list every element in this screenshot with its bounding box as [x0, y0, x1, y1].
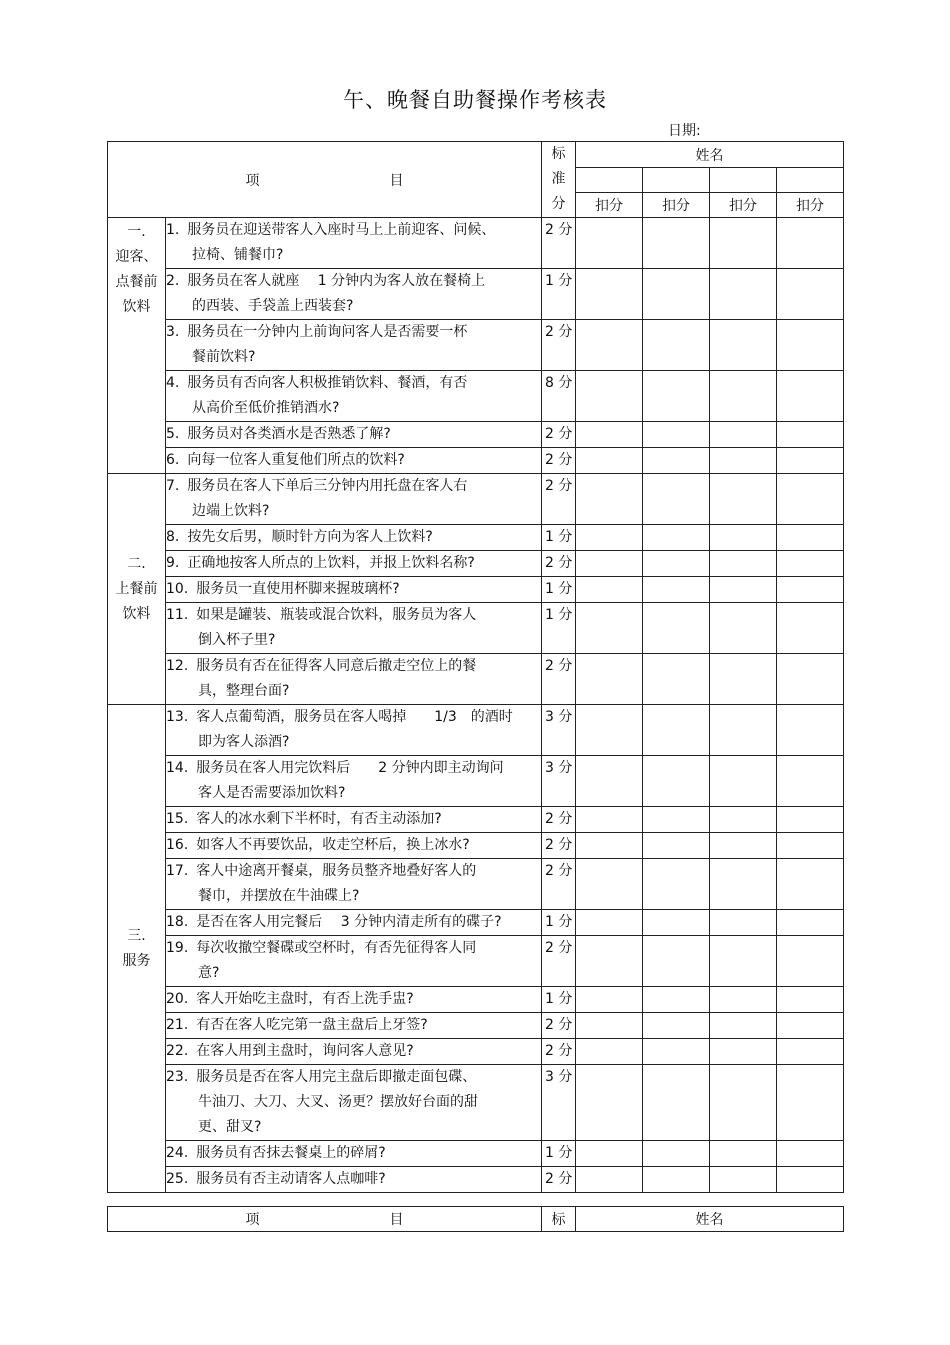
item-line: 服务员有否向客人积极推销饮料、餐酒，有否 — [187, 375, 468, 391]
deduct-score-cell[interactable] — [777, 525, 844, 551]
standard-score: 1 分 — [542, 987, 576, 1013]
deduct-score-cell[interactable] — [710, 1039, 777, 1065]
deduct-score-cell[interactable] — [710, 1065, 777, 1141]
section-label — [108, 705, 166, 1193]
table-row — [108, 910, 844, 936]
item-text — [166, 371, 542, 422]
item-text — [166, 936, 542, 987]
standard-score: 2 分 — [542, 551, 576, 577]
standard-score: 3 分 — [542, 756, 576, 807]
date-label: 日期: — [668, 123, 701, 139]
deduct-score-cell[interactable] — [643, 705, 710, 756]
deduct-score-cell[interactable] — [777, 218, 844, 269]
item-line: 边端上饮料? — [192, 503, 270, 519]
item-line: 是否在客人用完餐后 3 分钟内清走所有的碟子? — [196, 914, 502, 930]
item-line: 客人开始吃主盘时，有否上洗手盅? — [196, 991, 414, 1007]
deduct-score-cell[interactable] — [643, 551, 710, 577]
item-number: 25. — [166, 1171, 189, 1187]
table-row — [108, 987, 844, 1013]
deduct-score-cell[interactable] — [643, 987, 710, 1013]
item-text — [166, 756, 542, 807]
deduct-score-cell[interactable] — [777, 705, 844, 756]
deduct-score-cell[interactable] — [576, 371, 643, 422]
deduct-score-cell[interactable] — [710, 320, 777, 371]
deduct-score-cell[interactable] — [777, 551, 844, 577]
deduct-score-cell[interactable] — [777, 269, 844, 320]
table-row — [108, 756, 844, 807]
deduct-score-cell[interactable] — [643, 756, 710, 807]
standard-score: 1 分 — [542, 910, 576, 936]
page-title: 午、晚餐自助餐操作考核表 — [343, 88, 607, 112]
item-line: 如客人不再要饮品，收走空杯后，换上冰水? — [196, 837, 470, 853]
item-number: 14. — [166, 760, 189, 776]
section-label-line: 迎客、 — [115, 249, 158, 265]
item-text — [166, 833, 542, 859]
assessment-table — [107, 141, 844, 1193]
deduct-score-cell[interactable] — [576, 422, 643, 448]
footer-item-header: 项 目 — [108, 1207, 542, 1232]
item-line: 服务员一直使用杯脚来握玻璃杯? — [196, 581, 400, 597]
item-line: 具，整理台面? — [198, 683, 290, 699]
table-row — [108, 474, 844, 525]
item-number: 13. — [166, 709, 189, 725]
item-text — [166, 910, 542, 936]
table-row — [108, 525, 844, 551]
deduct-score-cell[interactable] — [643, 603, 710, 654]
deduct-score-cell[interactable] — [576, 987, 643, 1013]
table-row — [108, 218, 844, 269]
deduct-score-cell[interactable] — [777, 833, 844, 859]
item-line: 服务员对各类酒水是否熟悉了解? — [187, 426, 391, 442]
item-text — [166, 705, 542, 756]
deduct-score-cell[interactable] — [710, 371, 777, 422]
deduct-score-cell[interactable] — [576, 551, 643, 577]
deduct-score-cell[interactable] — [643, 654, 710, 705]
deduct-score-cell[interactable] — [777, 1141, 844, 1167]
deduct-score-cell[interactable] — [777, 987, 844, 1013]
deduct-score-cell[interactable] — [643, 807, 710, 833]
section-label-line: 点餐前 — [115, 274, 158, 290]
deduct-score-cell[interactable] — [777, 474, 844, 525]
deduct-score-cell[interactable] — [777, 859, 844, 910]
deduct-score-cell[interactable] — [777, 807, 844, 833]
deduct-score-cell[interactable] — [643, 1141, 710, 1167]
deduct-score-cell[interactable] — [777, 1167, 844, 1193]
standard-score: 2 分 — [542, 859, 576, 910]
deduct-score-cell[interactable] — [643, 577, 710, 603]
item-line: 牛油刀、大刀、大叉、汤更？摆放好台面的甜 — [198, 1094, 478, 1110]
item-number: 23. — [166, 1069, 189, 1085]
name-cell[interactable] — [777, 168, 844, 192]
deduct-score-cell[interactable] — [576, 1039, 643, 1065]
deduct-score-cell[interactable] — [643, 910, 710, 936]
deduct-score-cell[interactable] — [576, 1167, 643, 1193]
standard-score: 2 分 — [542, 654, 576, 705]
footer-header-table — [107, 1206, 844, 1232]
standard-score: 1 分 — [542, 603, 576, 654]
deduct-score-cell[interactable] — [777, 371, 844, 422]
standard-score: 1 分 — [542, 525, 576, 551]
deduct-score-cell[interactable] — [643, 936, 710, 987]
deduct-score-cell[interactable] — [643, 833, 710, 859]
name-cell[interactable] — [576, 168, 643, 192]
deduct-score-cell[interactable] — [576, 1065, 643, 1141]
standard-score: 2 分 — [542, 320, 576, 371]
deduct-score-cell[interactable] — [576, 1141, 643, 1167]
table-row — [108, 551, 844, 577]
deduct-score-cell[interactable] — [643, 422, 710, 448]
deduct-score-cell[interactable] — [576, 448, 643, 474]
section-label-line: 二. — [127, 555, 146, 572]
deduct-score-cell[interactable] — [710, 269, 777, 320]
table-row — [108, 1167, 844, 1193]
name-header: 姓名 — [576, 142, 844, 168]
deduct-score-cell[interactable] — [777, 1039, 844, 1065]
section-label — [108, 218, 166, 474]
deduct-score-cell[interactable] — [643, 320, 710, 371]
standard-score: 2 分 — [542, 1167, 576, 1193]
table-row — [108, 371, 844, 422]
item-text — [166, 1141, 542, 1167]
item-line: 服务员在一分钟内上前询问客人是否需要一杯 — [187, 324, 468, 340]
deduct-score-cell[interactable] — [710, 551, 777, 577]
item-line: 客人点葡萄酒，服务员在客人喝掉 1/3 的酒时 — [196, 709, 513, 725]
item-line: 有否在客人吃完第一盘主盘后上牙签? — [196, 1017, 428, 1033]
item-text — [166, 551, 542, 577]
deduct-score-cell[interactable] — [710, 833, 777, 859]
item-line: 向每一位客人重复他们所点的饮料? — [187, 452, 405, 468]
item-number: 16. — [166, 837, 189, 853]
item-number: 17. — [166, 863, 189, 879]
item-line: 餐巾，并摆放在牛油碟上? — [198, 888, 360, 904]
standard-score: 8 分 — [542, 371, 576, 422]
item-number: 5. — [166, 426, 180, 442]
deduct-score-cell[interactable] — [576, 1013, 643, 1039]
item-line: 的西装、手袋盖上西装套? — [192, 298, 354, 314]
footer-name-header: 姓名 — [576, 1207, 844, 1232]
deduct-score-cell[interactable] — [576, 833, 643, 859]
deduct-score-cell[interactable] — [643, 448, 710, 474]
item-number: 4. — [166, 375, 180, 391]
item-text — [166, 807, 542, 833]
item-line: 客人是否需要添加饮料? — [198, 785, 346, 801]
section-label-line: 服务 — [122, 952, 151, 969]
table-row — [108, 1065, 844, 1141]
item-text — [166, 218, 542, 269]
standard-score: 2 分 — [542, 833, 576, 859]
deduct-score-cell[interactable] — [576, 936, 643, 987]
deduct-score-cell[interactable] — [710, 705, 777, 756]
section-label-line: 一. — [127, 224, 146, 240]
standard-score: 2 分 — [542, 474, 576, 525]
item-line: 正确地按客人所点的上饮料，并报上饮料名称? — [187, 555, 475, 571]
item-line: 餐前饮料? — [192, 349, 256, 365]
standard-score: 2 分 — [542, 1013, 576, 1039]
item-line: 服务员在客人用完饮料后 2 分钟内即主动询问 — [196, 760, 504, 776]
deduct-score-cell[interactable] — [710, 603, 777, 654]
deduct-header: 扣分 — [710, 192, 777, 217]
item-header: 项 目 — [108, 142, 542, 218]
item-text — [166, 422, 542, 448]
item-line: 即为客人添酒? — [198, 734, 290, 750]
item-text — [166, 269, 542, 320]
table-row — [108, 320, 844, 371]
section-label-line: 上餐前 — [115, 580, 158, 597]
deduct-score-cell[interactable] — [643, 269, 710, 320]
standard-score: 1 分 — [542, 577, 576, 603]
deduct-score-cell[interactable] — [777, 577, 844, 603]
deduct-score-cell[interactable] — [710, 525, 777, 551]
deduct-score-cell[interactable] — [576, 807, 643, 833]
item-number: 10. — [166, 581, 189, 597]
name-cell[interactable] — [710, 168, 777, 192]
item-line: 服务员是否在客人用完主盘后即撤走面包碟、 — [196, 1069, 477, 1085]
deduct-score-cell[interactable] — [576, 705, 643, 756]
deduct-score-cell[interactable] — [710, 859, 777, 910]
item-number: 8. — [166, 529, 180, 545]
table-row — [108, 936, 844, 987]
section-label — [108, 474, 166, 705]
deduct-score-cell[interactable] — [710, 422, 777, 448]
item-number: 7. — [166, 478, 180, 494]
deduct-score-cell[interactable] — [576, 654, 643, 705]
standard-score: 2 分 — [542, 448, 576, 474]
deduct-score-cell[interactable] — [710, 1141, 777, 1167]
item-text — [166, 525, 542, 551]
deduct-score-cell[interactable] — [710, 936, 777, 987]
standard-header: 标 准 分 — [542, 142, 576, 218]
table-row — [108, 807, 844, 833]
item-text — [166, 654, 542, 705]
item-line: 从高价至低价推销酒水? — [192, 400, 340, 416]
item-line: 服务员在客人下单后三分钟内用托盘在客人右 — [187, 478, 468, 494]
deduct-score-cell[interactable] — [777, 654, 844, 705]
item-line: 意? — [198, 965, 220, 981]
item-line: 拉椅、铺餐巾? — [192, 247, 284, 263]
item-number: 15. — [166, 811, 189, 827]
item-line: 服务员在客人就座 1 分钟内为客人放在餐椅上 — [187, 273, 486, 289]
item-line: 客人的冰水剩下半杯时，有否主动添加? — [196, 811, 442, 827]
table-row — [108, 1013, 844, 1039]
deduct-score-cell[interactable] — [643, 1013, 710, 1039]
item-text — [166, 1013, 542, 1039]
deduct-score-cell[interactable] — [576, 218, 643, 269]
item-text — [166, 859, 542, 910]
deduct-score-cell[interactable] — [576, 910, 643, 936]
deduct-score-cell[interactable] — [710, 654, 777, 705]
standard-score: 3 分 — [542, 1065, 576, 1141]
table-row — [108, 603, 844, 654]
deduct-score-cell[interactable] — [643, 859, 710, 910]
item-line: 按先女后男，顺时针方向为客人上饮料? — [187, 529, 433, 545]
deduct-score-cell[interactable] — [710, 474, 777, 525]
item-line: 服务员在迎送带客人入座时马上上前迎客、问候、 — [187, 222, 496, 238]
item-line: 服务员有否抹去餐桌上的碎屑? — [196, 1145, 386, 1161]
deduct-score-cell[interactable] — [576, 577, 643, 603]
deduct-score-cell[interactable] — [710, 448, 777, 474]
table-row — [108, 577, 844, 603]
item-number: 18. — [166, 914, 189, 930]
deduct-score-cell[interactable] — [643, 1065, 710, 1141]
item-text — [166, 448, 542, 474]
footer-standard-header: 标 — [542, 1207, 576, 1232]
name-cell[interactable] — [643, 168, 710, 192]
item-number: 20. — [166, 991, 189, 1007]
standard-score: 1 分 — [542, 1141, 576, 1167]
standard-score: 2 分 — [542, 807, 576, 833]
deduct-score-cell[interactable] — [777, 936, 844, 987]
deduct-score-cell[interactable] — [576, 525, 643, 551]
item-line: 更、甜叉? — [198, 1119, 262, 1135]
deduct-score-cell[interactable] — [777, 910, 844, 936]
item-number: 2. — [166, 273, 180, 289]
deduct-score-cell[interactable] — [576, 474, 643, 525]
section-label-line: 饮料 — [122, 605, 151, 622]
deduct-score-cell[interactable] — [710, 987, 777, 1013]
deduct-score-cell[interactable] — [576, 269, 643, 320]
table-row — [108, 654, 844, 705]
deduct-header: 扣分 — [643, 192, 710, 217]
deduct-score-cell[interactable] — [777, 320, 844, 371]
deduct-score-cell[interactable] — [710, 218, 777, 269]
deduct-score-cell[interactable] — [710, 1013, 777, 1039]
item-number: 22. — [166, 1043, 189, 1059]
item-number: 24. — [166, 1145, 189, 1161]
item-line: 在客人用到主盘时，询问客人意见? — [196, 1043, 414, 1059]
item-text — [166, 320, 542, 371]
table-row — [108, 422, 844, 448]
standard-score: 2 分 — [542, 1039, 576, 1065]
item-line: 客人中途离开餐桌，服务员整齐地叠好客人的 — [196, 863, 477, 879]
deduct-score-cell[interactable] — [576, 859, 643, 910]
deduct-header: 扣分 — [576, 192, 643, 217]
deduct-score-cell[interactable] — [576, 756, 643, 807]
deduct-score-cell[interactable] — [777, 422, 844, 448]
item-text — [166, 1065, 542, 1141]
table-row — [108, 269, 844, 320]
item-line: 服务员有否主动请客人点咖啡? — [196, 1171, 386, 1187]
deduct-score-cell[interactable] — [710, 577, 777, 603]
deduct-score-cell[interactable] — [710, 1167, 777, 1193]
deduct-score-cell[interactable] — [777, 1013, 844, 1039]
section-label-line: 饮料 — [122, 299, 151, 315]
item-text — [166, 1039, 542, 1065]
table-row — [108, 705, 844, 756]
deduct-score-cell[interactable] — [576, 320, 643, 371]
item-number: 6. — [166, 452, 180, 468]
item-number: 21. — [166, 1017, 189, 1033]
standard-score: 2 分 — [542, 936, 576, 987]
deduct-score-cell[interactable] — [643, 218, 710, 269]
item-number: 9. — [166, 555, 180, 571]
item-number: 19. — [166, 940, 189, 956]
item-text — [166, 987, 542, 1013]
item-number: 3. — [166, 324, 180, 340]
deduct-score-cell[interactable] — [777, 756, 844, 807]
standard-score: 2 分 — [542, 422, 576, 448]
item-line: 服务员有否在征得客人同意后撤走空位上的餐 — [196, 658, 477, 674]
deduct-score-cell[interactable] — [710, 756, 777, 807]
standard-score: 1 分 — [542, 269, 576, 320]
deduct-score-cell[interactable] — [643, 1167, 710, 1193]
deduct-score-cell[interactable] — [643, 525, 710, 551]
deduct-score-cell[interactable] — [777, 448, 844, 474]
table-row — [108, 448, 844, 474]
table-row — [108, 1039, 844, 1065]
standard-score: 3 分 — [542, 705, 576, 756]
deduct-score-cell[interactable] — [643, 371, 710, 422]
deduct-score-cell[interactable] — [777, 1065, 844, 1141]
deduct-score-cell[interactable] — [777, 603, 844, 654]
deduct-header: 扣分 — [777, 192, 844, 217]
item-number: 12. — [166, 658, 189, 674]
table-row — [108, 833, 844, 859]
standard-score: 2 分 — [542, 218, 576, 269]
table-row — [108, 1141, 844, 1167]
table-row — [108, 859, 844, 910]
deduct-score-cell[interactable] — [576, 603, 643, 654]
deduct-score-cell[interactable] — [710, 807, 777, 833]
item-text — [166, 474, 542, 525]
item-text — [166, 1167, 542, 1193]
item-line: 如果是罐装、瓶装或混合饮料，服务员为客人 — [196, 607, 477, 623]
item-line: 倒入杯子里? — [198, 632, 276, 648]
item-line: 每次收撤空餐碟或空杯时，有否先征得客人同 — [196, 940, 477, 956]
deduct-score-cell[interactable] — [710, 910, 777, 936]
deduct-score-cell[interactable] — [643, 474, 710, 525]
section-label-line: 三. — [127, 927, 146, 944]
deduct-score-cell[interactable] — [643, 1039, 710, 1065]
item-number: 11. — [166, 607, 189, 623]
item-text — [166, 577, 542, 603]
item-text — [166, 603, 542, 654]
item-number: 1. — [166, 222, 180, 238]
